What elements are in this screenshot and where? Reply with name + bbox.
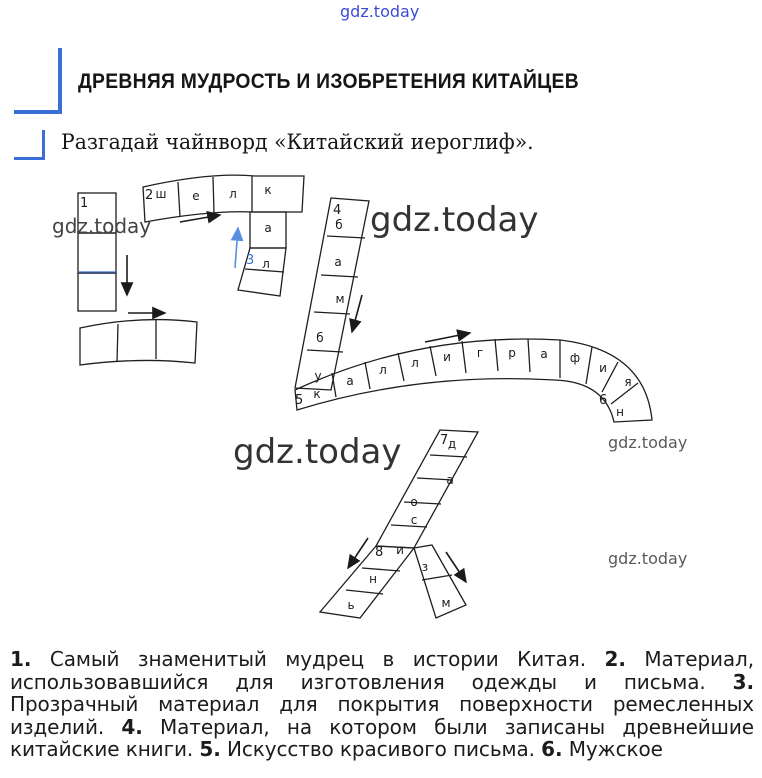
cell-letter: а [540, 347, 548, 361]
question-text: Самый знаменитый мудрец в истории Китая. [49, 647, 586, 671]
cell-letter: н [369, 572, 377, 586]
cell-letter: б [335, 218, 343, 232]
question-number: 6. [541, 737, 563, 761]
cell-letter: н [616, 405, 624, 419]
question-text: Материал, на котором были записаны древнейшие китайские книги. [10, 714, 754, 761]
cell-letter: л [229, 187, 237, 201]
cell-letter: л [379, 363, 387, 377]
question-number: 4. [121, 714, 143, 739]
cell-letter: а [346, 374, 354, 388]
questions-text [10, 648, 754, 761]
clue-number: 4 [333, 203, 342, 218]
cell-letter: и [599, 361, 607, 375]
cell-letter: а [446, 473, 454, 487]
cell-letter: с [410, 513, 418, 527]
watermark: gdz.today [608, 549, 688, 568]
watermark: gdz.today [370, 200, 539, 240]
cell-letter: к [264, 183, 272, 197]
cell-letter: о [410, 495, 418, 509]
cell-letter: а [264, 221, 272, 235]
question-number: 5. [199, 737, 221, 761]
cell-letter: р [508, 346, 516, 360]
clue-number: 7 [440, 433, 449, 448]
cell-letter: ь [347, 598, 355, 612]
cell-letter: ш [155, 187, 167, 201]
watermark: gdz.today [608, 433, 688, 452]
question-text: Мужское [568, 737, 663, 761]
cell-letter: к [313, 387, 321, 401]
cell-1-2[interactable] [78, 233, 116, 273]
question-text: Искусство красивого письма. [227, 737, 535, 761]
column-right-leg[interactable] [414, 545, 466, 618]
page-title: ДРЕВНЯЯ МУДРОСТЬ И ИЗОБРЕТЕНИЯ КИТАЙЦЕВ [78, 70, 579, 93]
column-word-4[interactable] [295, 198, 369, 390]
question-text: Материал, использовавшийся для изготовления одежды и письма. [10, 647, 754, 694]
cell-letter: е [192, 189, 200, 203]
watermark: gdz.today [233, 432, 402, 472]
clue-number: 3 [246, 253, 255, 268]
cell-letter: г [476, 346, 484, 360]
clue-number: 1 [80, 196, 89, 211]
clue-number: 5 [295, 393, 304, 408]
task-text: Разгадай чайнворд «Китайский иероглиф». [61, 130, 534, 154]
chainword-puzzle [0, 170, 762, 640]
cell-letter: б [316, 331, 324, 345]
cell-letter: и [396, 543, 404, 557]
cell-letter: у [314, 369, 322, 383]
question-number: 2. [604, 647, 626, 671]
clue-number: 2 [145, 188, 154, 203]
cell-letter: м [335, 292, 345, 306]
cell-letter: л [262, 257, 270, 271]
clue-number: 8 [375, 545, 384, 560]
cell-1-3[interactable] [78, 273, 116, 311]
question-text: Прозрачный материал для покрытия поверхности ремесленных изделий. [10, 692, 754, 739]
cell-letter: д [447, 437, 457, 451]
cell-letter: з [421, 560, 429, 574]
cell-letter: м [441, 596, 451, 610]
clue-number: 6 [599, 393, 608, 408]
section-bracket-icon [14, 48, 62, 114]
arc-row-top[interactable] [143, 175, 304, 222]
watermark-top: gdz.today [340, 2, 420, 21]
cell-letter: и [443, 350, 451, 364]
cell-letter: я [624, 375, 632, 389]
question-number: 3. [732, 669, 754, 694]
task-bracket-icon [14, 130, 45, 160]
cell-letter: л [411, 356, 419, 370]
arc-row-bottom[interactable] [80, 320, 197, 365]
cell-letter: ф [569, 351, 581, 365]
question-number: 1. [10, 647, 32, 671]
cell-letter: а [334, 255, 342, 269]
watermark: gdz.today [52, 214, 152, 238]
